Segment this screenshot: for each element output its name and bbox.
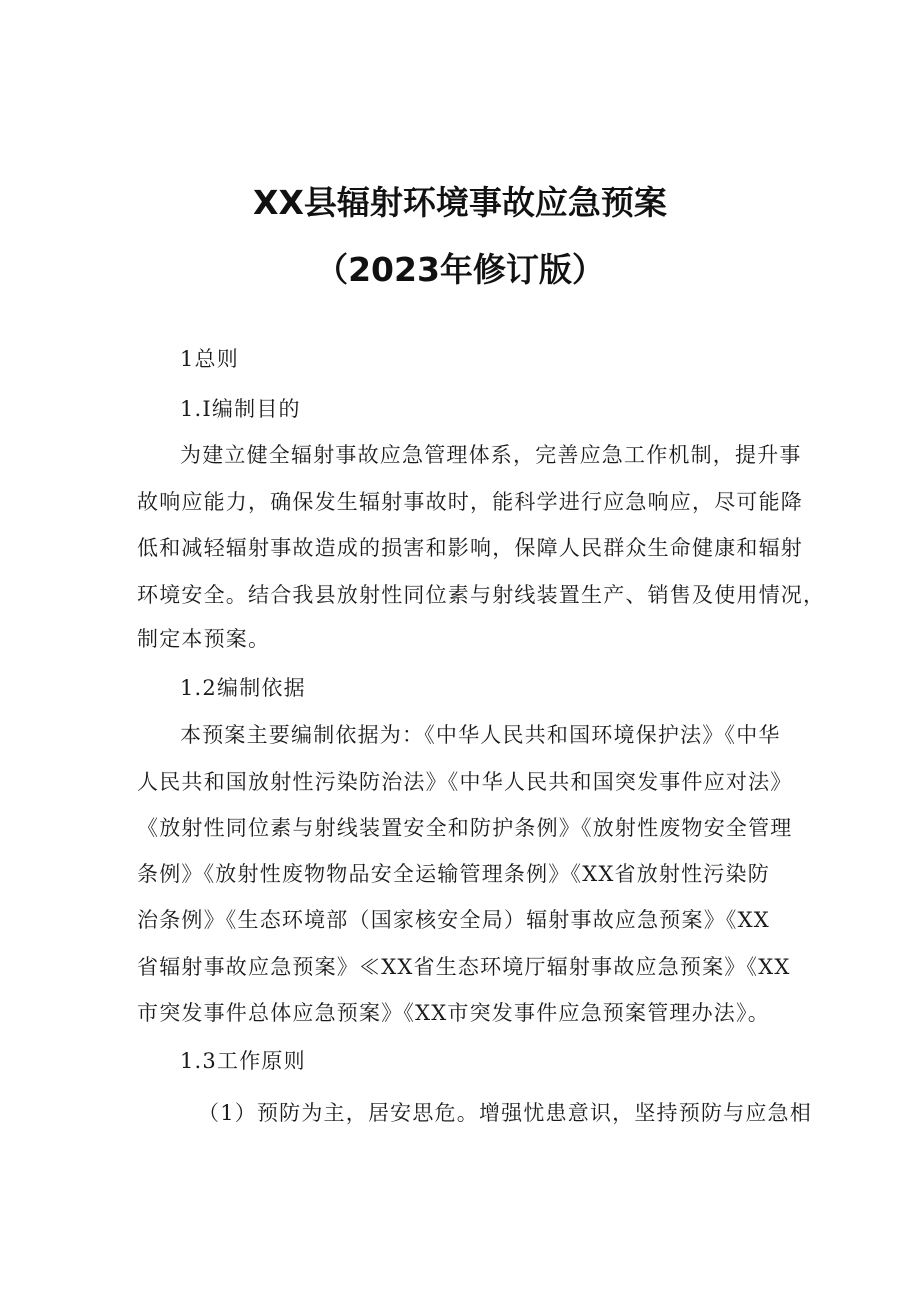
basis-paragraph-line: 人民共和国放射性污染防治法》《中华人民共和国突发事件应对法》 xyxy=(137,770,793,794)
document-subtitle: （2023年修订版） xyxy=(315,250,605,289)
basis-paragraph-line: 本预案主要编制依据为：《中华人民共和国环境保护法》《中华 xyxy=(180,723,781,747)
section-heading-basis: 1.2编制依据 xyxy=(180,676,306,700)
purpose-paragraph-line: 制定本预案。 xyxy=(137,627,271,651)
section-heading-principles: 1.3工作原则 xyxy=(180,1049,306,1073)
document-title: XX县辐射环境事故应急预案 xyxy=(253,183,667,222)
basis-paragraph-line: 治条例》《生态环境部（国家核安全局）辐射事故应急预案》《XX xyxy=(137,908,770,932)
principle-line: （1）预防为主，居安思危。增强忧患意识，坚持预防与应急相 xyxy=(198,1101,812,1125)
purpose-paragraph-line: 为建立健全辐射事故应急管理体系，完善应急工作机制，提升事 xyxy=(180,443,802,467)
section-heading-purpose: 1.I编制目的 xyxy=(180,397,301,421)
purpose-paragraph-line: 环境安全。结合我县放射性同位素与射线装置生产、销售及使用情况， xyxy=(137,583,826,607)
section-heading-general: 1总则 xyxy=(180,347,239,371)
purpose-paragraph-line: 低和减轻辐射事故造成的损害和影响，保障人民群众生命健康和辐射 xyxy=(137,536,803,560)
basis-paragraph-line: 省辐射事故应急预案》≪XX省生态环境厅辐射事故应急预案》《XX xyxy=(137,955,791,979)
basis-paragraph-line: 条例》《放射性废物物品安全运输管理条例》《XX省放射性污染防 xyxy=(137,862,770,886)
purpose-paragraph-line: 故响应能力，确保发生辐射事故时，能科学进行应急响应，尽可能降 xyxy=(137,490,803,514)
basis-paragraph-line: 市突发事件总体应急预案》《XX市突发事件应急预案管理办法》。 xyxy=(137,1001,770,1025)
basis-paragraph-line: 《放射性同位素与射线装置安全和防护条例》《放射性废物安全管理 xyxy=(137,816,793,840)
